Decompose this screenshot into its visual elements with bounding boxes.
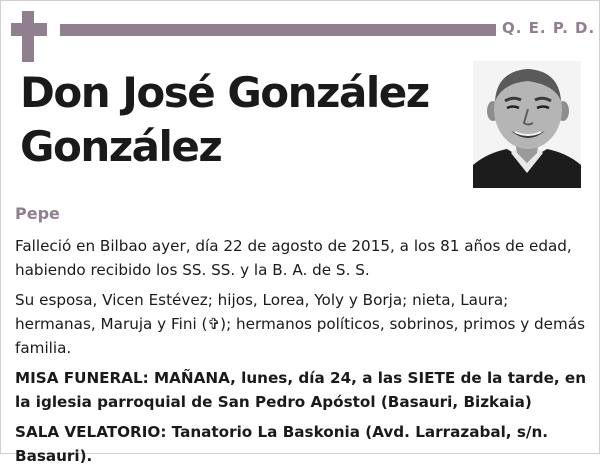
family-paragraph: Su esposa, Vicen Estévez; hijos, Lorea, Yoly y Borja; nieta, Laura; hermanas, Maruja y Fini (✞); hermanos políticos, sobrinos, primos y demás familia. <box>15 291 586 357</box>
cross-horizontal-bar <box>11 23 47 36</box>
qepd-label: Q. E. P. D. <box>502 19 596 37</box>
portrait-photo <box>473 61 581 188</box>
death-notice-paragraph: Falleció en Bilbao ayer, día 22 de agosto de 2015, a los 81 años de edad, habiendo recibido los SS. SS. y la B. A. de S. S. <box>15 237 572 279</box>
deceased-name: Don José González González <box>20 68 429 171</box>
funeral-mass-paragraph: MISA FUNERAL: MAÑANA, lunes, día 24, a las SIETE de la tarde, en la iglesia parroquial de San Pedro Apóstol (Basauri, Bizkaia) <box>15 369 587 411</box>
cross-vertical-bar <box>22 11 34 62</box>
wake-room-paragraph: SALA VELATORIO: Tanatorio La Baskonia (Avd. Larrazabal, s/n. Basauri). <box>15 423 549 465</box>
nickname: Pepe <box>15 204 60 223</box>
header-rule <box>60 24 496 36</box>
obituary-body <box>15 234 587 474</box>
